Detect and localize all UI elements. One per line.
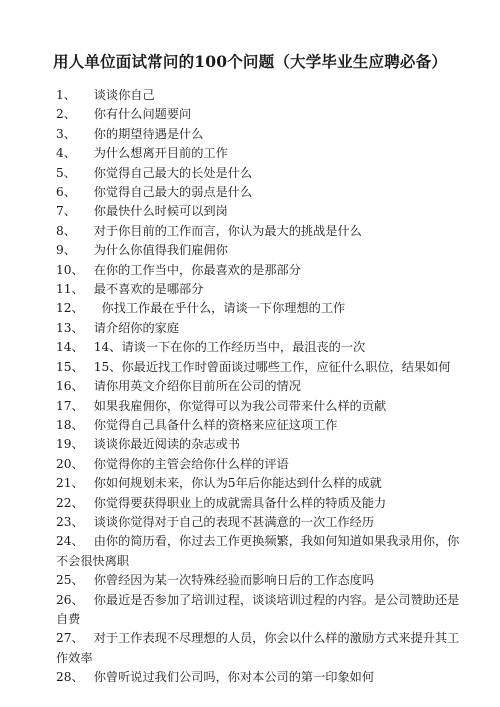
- question-item: [56, 629, 462, 668]
- question-number: 9、: [56, 243, 76, 258]
- question-number: 11、: [56, 282, 84, 297]
- question-item: [56, 261, 462, 280]
- question-number: 4、: [56, 146, 76, 161]
- question-text: 如果我雇佣你，你觉得可以为我公司带来什么样的贡献: [86, 398, 387, 413]
- question-text: 为什么你值得我们雇佣你: [86, 243, 228, 258]
- question-text: 你找工作最在乎什么，请谈一下你理想的工作: [86, 301, 346, 316]
- question-number: 3、: [56, 126, 76, 141]
- question-text: 由你的简历看，你过去工作更换频繁，我如何知道如果我录用你，你不会很快离职: [56, 534, 460, 568]
- question-item: [56, 105, 462, 124]
- question-number: 7、: [56, 204, 76, 219]
- question-number: 19、: [56, 437, 84, 452]
- question-text: 谈谈你最近阅读的杂志或书: [86, 437, 240, 452]
- question-number: 8、: [56, 223, 76, 238]
- question-item: [56, 241, 462, 260]
- document-title: 用人单位面试常问的100个问题（大学毕业生应聘必备）: [52, 52, 448, 71]
- question-text: 你最近是否参加了培训过程，谈谈培训过程的内容。是公司赞助还是自费: [56, 592, 460, 626]
- question-number: 20、: [56, 456, 84, 471]
- question-number: 28、: [56, 670, 84, 685]
- question-item: [56, 183, 462, 202]
- question-text: 15、你最近找工作时曾面谈过哪些工作，应征什么职位，结果如何: [86, 359, 451, 374]
- question-item: [56, 435, 462, 454]
- question-text: 你曾听说过我们公司吗，你对本公司的第一印象如何: [86, 670, 375, 685]
- question-text: 为什么想离开目前的工作: [86, 146, 228, 161]
- question-number: 17、: [56, 398, 84, 413]
- question-number: 25、: [56, 573, 84, 588]
- question-item: [56, 299, 462, 318]
- question-item: [56, 280, 462, 299]
- question-text: 你觉得自己最大的长处是什么: [86, 165, 253, 180]
- question-number: 21、: [56, 476, 84, 491]
- question-number: 15、: [56, 359, 84, 374]
- question-text: 在你的工作当中，你最喜欢的是那部分: [86, 262, 301, 277]
- question-item: [56, 125, 462, 144]
- question-number: 18、: [56, 417, 84, 432]
- question-text: 你有什么问题要问: [86, 107, 192, 122]
- question-number: 23、: [56, 514, 84, 529]
- question-number: 10、: [56, 262, 84, 277]
- question-number: 12、: [56, 301, 84, 316]
- question-item: [56, 164, 462, 183]
- question-text: 请介绍你的家庭: [86, 320, 180, 335]
- question-number: 22、: [56, 495, 84, 510]
- question-text: 你如何规划未来，你认为5年后你能达到什么样的成就: [86, 476, 382, 491]
- question-item: [56, 144, 462, 163]
- question-number: 13、: [56, 320, 84, 335]
- question-text: 你觉得自己具备什么样的资格来应征这项工作: [86, 417, 338, 432]
- question-text: 14、请谈一下在你的工作经历当中，最沮丧的一次: [86, 340, 366, 355]
- question-item: [56, 222, 462, 241]
- question-item: [56, 513, 462, 532]
- question-item: [56, 358, 462, 377]
- question-text: 谈谈你自己: [86, 88, 155, 102]
- question-text: 你曾经因为某一次特殊经验而影响日后的工作态度吗: [86, 573, 375, 588]
- question-number: 24、: [56, 534, 84, 549]
- question-number: 2、: [56, 107, 76, 122]
- question-number: 5、: [56, 165, 76, 180]
- question-item: [56, 571, 462, 590]
- question-item: [56, 474, 462, 493]
- question-item: [56, 202, 462, 221]
- question-text: 你的期望待遇是什么: [86, 126, 204, 141]
- question-item: [56, 591, 462, 630]
- question-number: 6、: [56, 185, 76, 200]
- question-text: 你觉得自己最大的弱点是什么: [86, 185, 253, 200]
- question-text: 对于工作表现不尽理想的人员，你会以什么样的激励方式来提升其工作效率: [56, 631, 460, 665]
- question-item: [56, 86, 462, 105]
- question-text: 谈谈你觉得对于自己的表现不甚满意的一次工作经历: [86, 514, 375, 529]
- question-number: 27、: [56, 631, 84, 646]
- question-item: [56, 455, 462, 474]
- question-number: 14、: [56, 340, 84, 355]
- question-item: [56, 397, 462, 416]
- question-text: 对于你目前的工作而言，你认为最大的挑战是什么: [86, 223, 362, 238]
- question-number: 1、: [56, 88, 76, 102]
- question-text: 你觉得要获得职业上的成就需具备什么样的特质及能力: [86, 495, 387, 510]
- question-number: 16、: [56, 379, 84, 394]
- question-text: 最不喜欢的是哪部分: [86, 282, 204, 297]
- question-item: [56, 377, 462, 396]
- question-text: 你最快什么时候可以到岗: [86, 204, 228, 219]
- question-item: [56, 494, 462, 513]
- question-text: 请你用英文介绍你目前所在公司的情况: [86, 379, 301, 394]
- question-list: [56, 86, 462, 688]
- question-item: [56, 338, 462, 357]
- question-item: [56, 416, 462, 435]
- question-number: 26、: [56, 592, 84, 607]
- question-item: [56, 668, 462, 687]
- question-item: [56, 532, 462, 571]
- question-text: 你觉得你的主管会给你什么样的评语: [86, 456, 289, 471]
- question-item: [56, 319, 462, 338]
